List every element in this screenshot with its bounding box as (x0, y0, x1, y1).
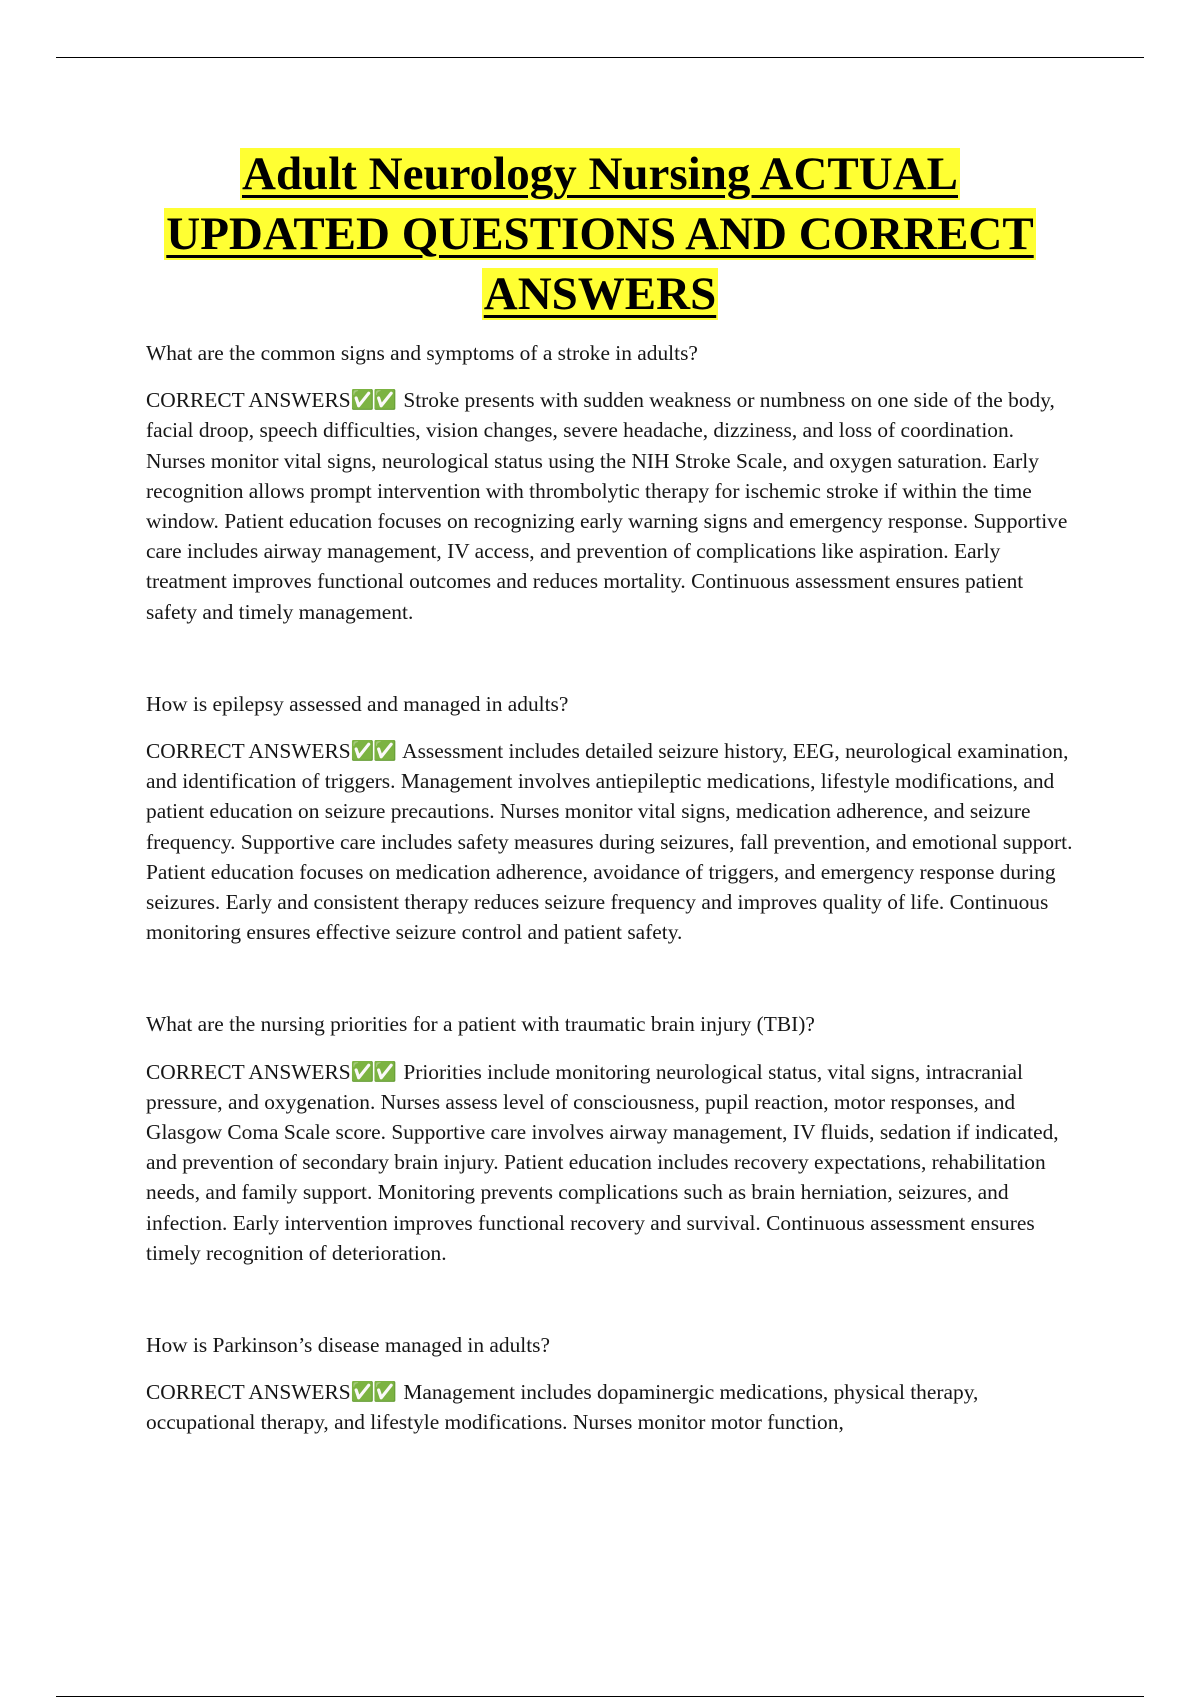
answer-text: Stroke presents with sudden weakness or numbness on one side of the body, facial droop, speech difficulties, vision changes, severe headache, dizziness, and loss of coordination. Nurses monitor vital signs, neurological status using the NIH Stroke Scale, and oxygen saturation. Early recognition allows prompt intervention with thrombolytic therapy for ischemic stroke if within the time window. Patient education focuses on recognizing early warning signs and emergency response. Supportive care includes airway management, IV access, and prevention of complications like aspiration. Early treatment improves functional outcomes and reduces mortality. Continuous assessment ensures patient safety and timely management. (146, 388, 1068, 624)
question-text: How is Parkinson’s disease managed in adults? (146, 1333, 550, 1358)
check-mark-icon: ✅✅ (350, 389, 396, 412)
question-text: What are the nursing priorities for a patient with traumatic brain injury (TBI)? (146, 1012, 815, 1037)
check-mark-icon: ✅✅ (350, 1060, 396, 1083)
title-line-3: ANSWERS (483, 268, 717, 320)
correct-answers-label: CORRECT ANSWERS (146, 739, 351, 764)
top-rule (56, 57, 1144, 58)
bottom-rule (56, 1696, 1144, 1697)
question-text: How is epilepsy assessed and managed in adults? (146, 691, 569, 716)
answer-paragraph (146, 385, 1076, 627)
answer-paragraph (146, 1057, 1076, 1268)
check-mark-icon: ✅✅ (350, 1381, 396, 1404)
answer-text: Assessment includes detailed seizure history, EEG, neurological examination, and identification of triggers. Management involves antiepileptic medications, lifestyle modifications, and patient education on seizure precautions. Nurses monitor vital signs, medication adherence, and seizure frequency. Supportive care includes safety measures during seizures, fall prevention, and emotional support. Patient education focuses on medication adherence, avoidance of triggers, and emergency response during seizures. Early and consistent therapy reduces seizure frequency and improves quality of life. Continuous monitoring ensures effective seizure control and patient safety. (146, 739, 1073, 945)
title-line-2: UPDATED QUESTIONS AND CORRECT (166, 208, 1034, 260)
qa-item (146, 1330, 1076, 1438)
qa-item (146, 338, 1076, 627)
qa-content (146, 338, 1076, 1438)
answer-paragraph (146, 1377, 1076, 1437)
title-line-1: Adult Neurology Nursing ACTUAL (242, 148, 958, 200)
question-text: What are the common signs and symptoms of a stroke in adults? (146, 341, 698, 365)
qa-item (146, 1009, 1076, 1268)
correct-answers-label: CORRECT ANSWERS (146, 1059, 351, 1084)
answer-paragraph (146, 736, 1076, 947)
qa-item (146, 689, 1076, 948)
answer-text: Management includes dopaminergic medications, physical therapy, occupational therapy, and lifestyle modifications. Nurses monitor motor function, (146, 1380, 979, 1435)
correct-answers-label: CORRECT ANSWERS (146, 388, 351, 413)
document-title (90, 144, 1110, 324)
answer-text: Priorities include monitoring neurological status, vital signs, intracranial pressure, and oxygenation. Nurses assess level of consciousness, pupil reaction, motor responses, and Glasgow Coma Scale score. Supportive care involves airway management, IV fluids, sedation if indicated, and prevention of secondary brain injury. Patient education includes recovery expectations, rehabilitation needs, and family support. Monitoring prevents complications such as brain herniation, seizures, and infection. Early intervention improves functional recovery and survival. Continuous assessment ensures timely recognition of deterioration. (146, 1059, 1059, 1265)
check-mark-icon: ✅✅ (350, 740, 396, 763)
correct-answers-label: CORRECT ANSWERS (146, 1380, 351, 1405)
